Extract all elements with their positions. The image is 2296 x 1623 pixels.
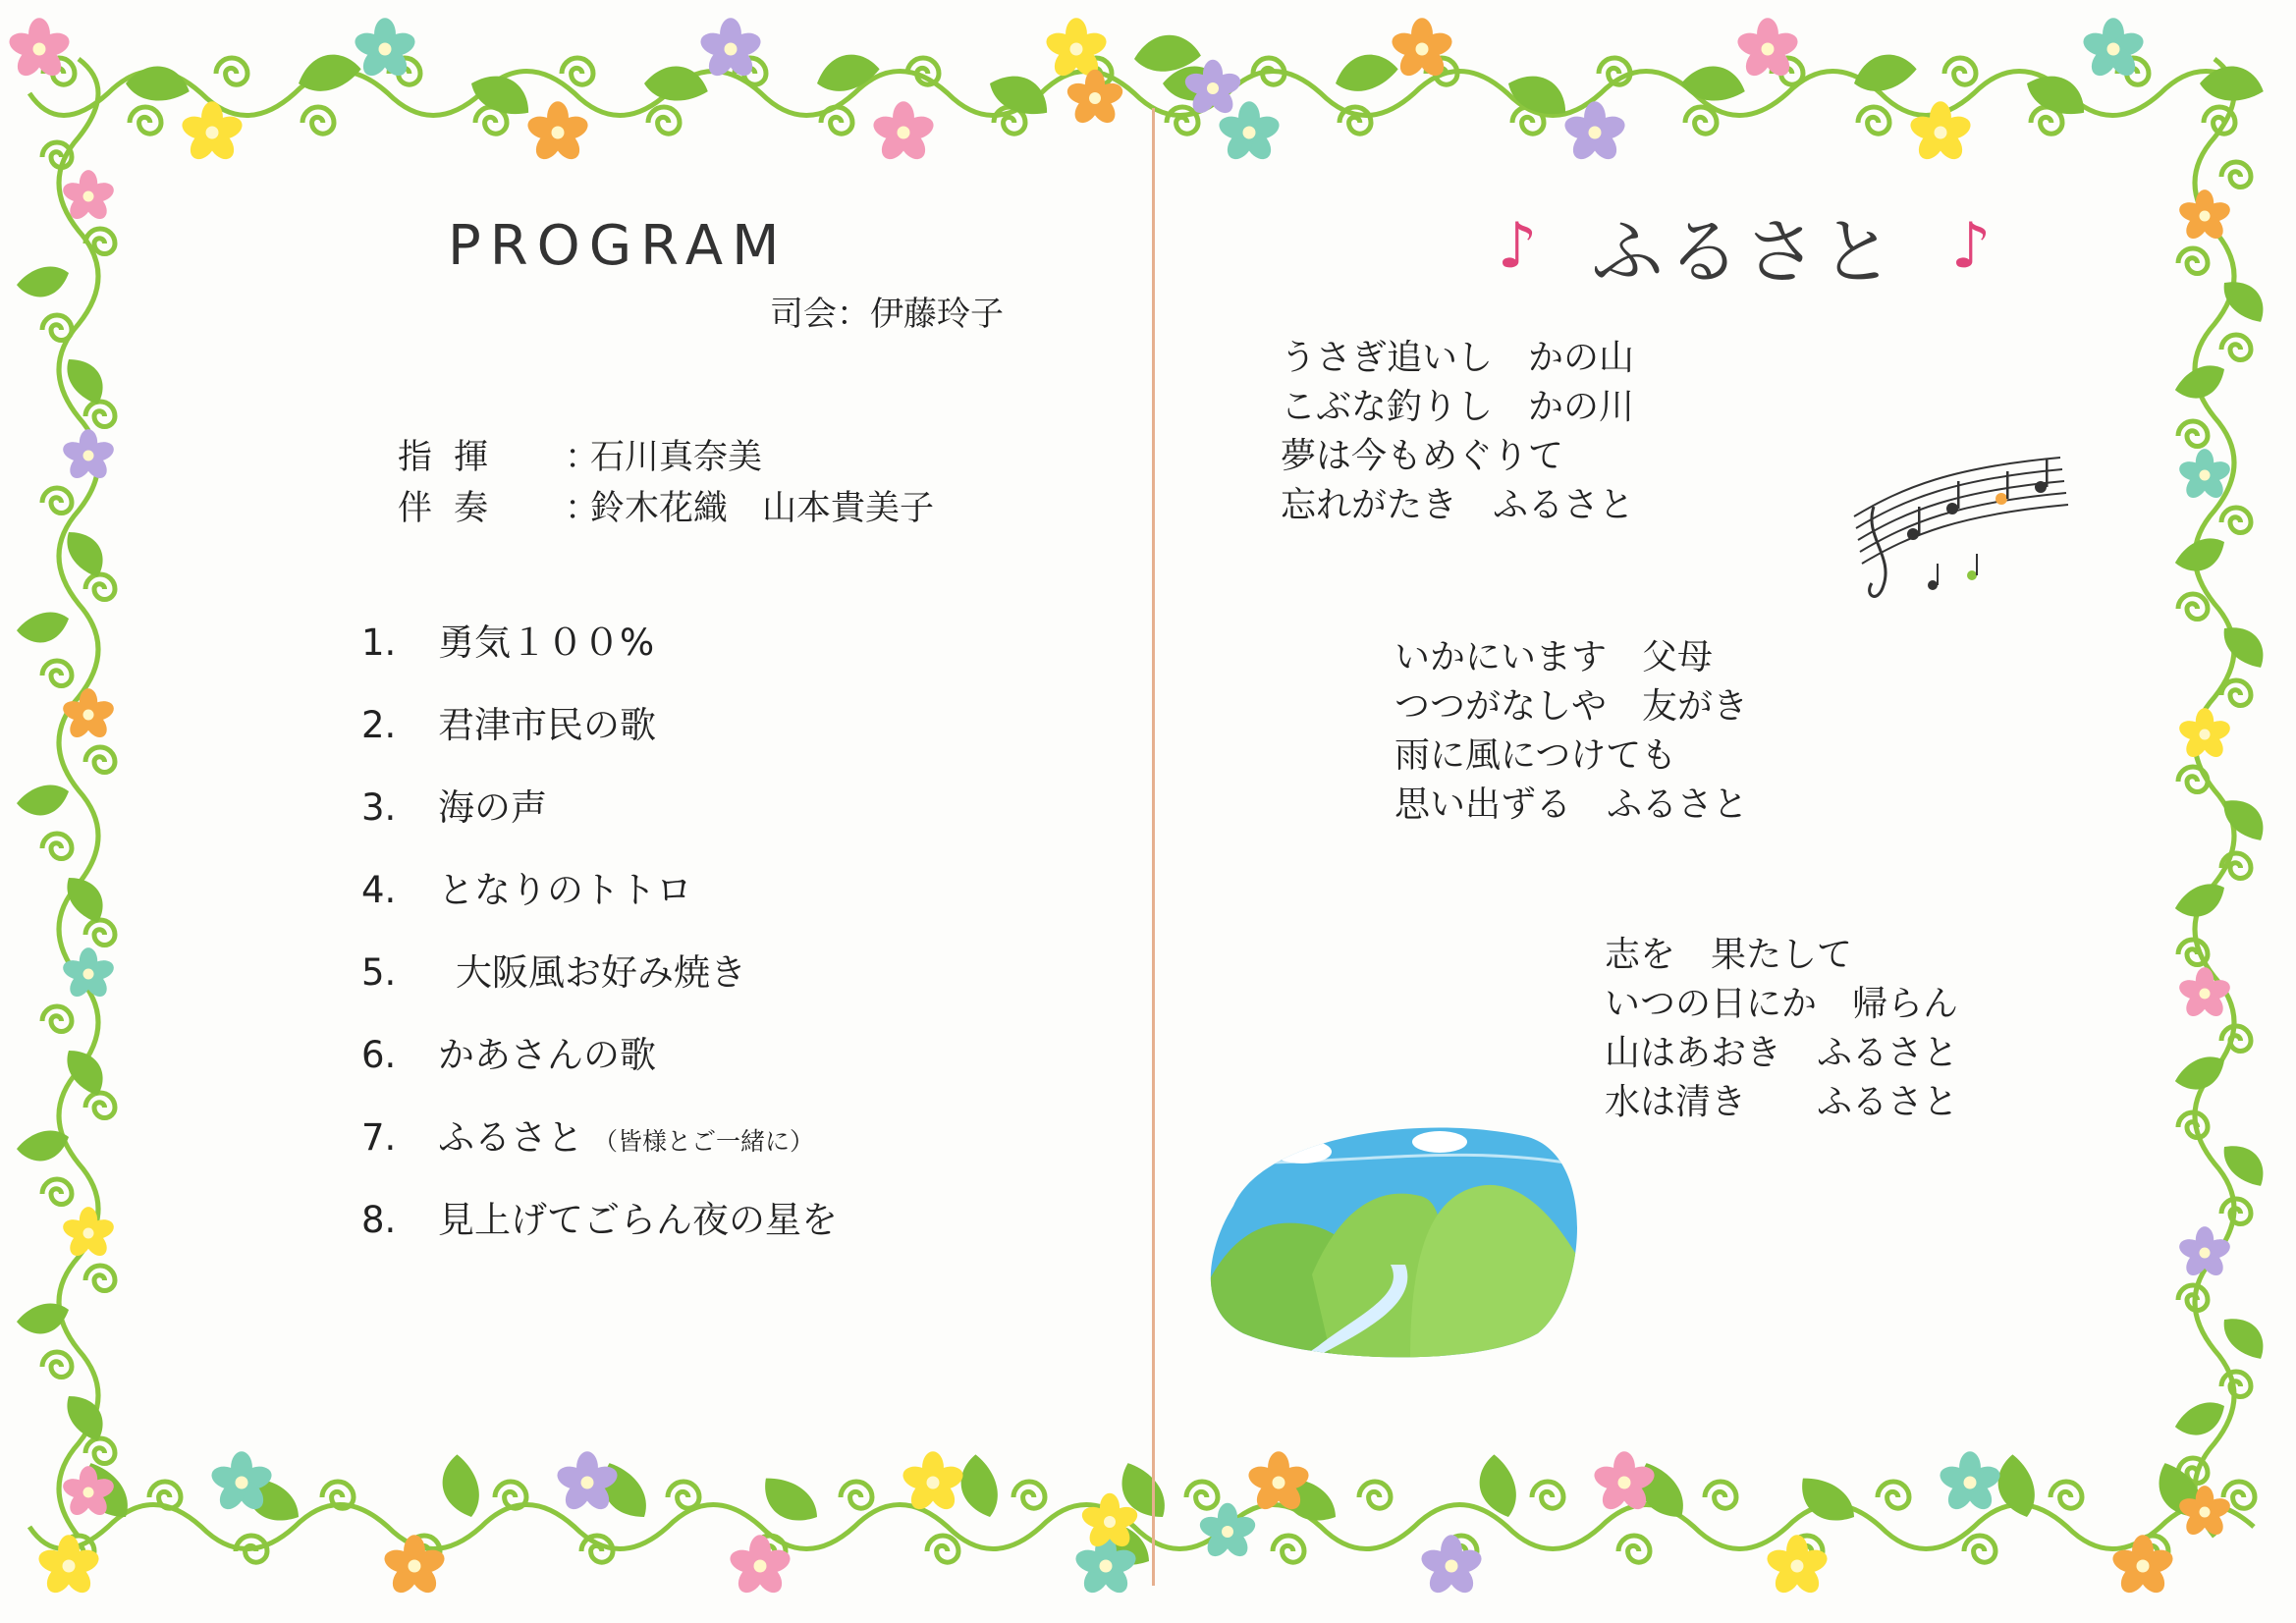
song-number: 1. xyxy=(361,622,397,664)
staff-role: 指揮 xyxy=(398,438,511,477)
lyric-line: 夢は今もめぐりて xyxy=(1281,436,1564,476)
verse-3 xyxy=(1605,931,1958,1127)
song-title: 見上げてごらん夜の星を xyxy=(438,1199,838,1241)
hometown-landscape-illustration xyxy=(1194,1117,1587,1359)
song-title: 勇気１００% xyxy=(438,622,655,664)
accompanist-row xyxy=(398,483,934,534)
lyric-line: 志を 果たして xyxy=(1605,935,1853,975)
song-number: 4. xyxy=(361,869,397,911)
song-item xyxy=(361,695,838,778)
song-item xyxy=(361,613,838,695)
song-number: 6. xyxy=(361,1034,397,1076)
staff-role: 伴奏 xyxy=(398,489,511,528)
song-number: 8. xyxy=(361,1199,397,1241)
conductor-row xyxy=(398,432,934,483)
lyric-line: 山はあおき ふるさと xyxy=(1605,1033,1959,1073)
song-list xyxy=(361,613,838,1272)
song-item xyxy=(361,1190,838,1272)
music-staff-illustration xyxy=(1844,448,2074,621)
song-title: 大阪風お好み焼き xyxy=(456,951,746,994)
song-item xyxy=(361,778,838,860)
verse-1 xyxy=(1281,334,1634,530)
music-note-icon: ♪ xyxy=(1497,210,1538,283)
lyrics-header xyxy=(1483,194,2005,298)
song-item xyxy=(361,860,838,943)
song-item xyxy=(361,1108,838,1190)
staff-name: 鈴木花織 山本貴美子 xyxy=(590,489,935,528)
song-title: 海の声 xyxy=(438,786,547,829)
song-title: かあさんの歌 xyxy=(438,1034,656,1076)
song-number: 3. xyxy=(361,786,397,829)
song-title: となりのトトロ xyxy=(438,869,692,911)
music-note-icon: ♪ xyxy=(1950,210,1992,283)
lyric-line: いつの日にか 帰らん xyxy=(1605,984,1959,1024)
program-title: PROGRAM xyxy=(448,214,789,278)
lyric-line: 雨に風につけても xyxy=(1394,735,1677,776)
colon: ： xyxy=(565,489,600,528)
song-number: 5. xyxy=(361,951,397,994)
lyric-line: うさぎ追いし かの山 xyxy=(1281,338,1635,378)
verse-2 xyxy=(1394,633,1748,830)
lyrics-title: ふるさと xyxy=(1591,210,1897,295)
colon: ： xyxy=(565,438,600,477)
song-note: （皆様とご一緒に） xyxy=(593,1127,815,1156)
song-number: 2. xyxy=(361,704,397,746)
staff-credits xyxy=(398,432,934,534)
song-title: ふるさと xyxy=(438,1116,583,1159)
lyric-line: つつがなしや 友がき xyxy=(1394,686,1749,727)
lyric-line: 水は清き ふるさと xyxy=(1605,1082,1959,1122)
song-number: 7. xyxy=(361,1116,397,1159)
staff-name: 石川真奈美 xyxy=(590,438,763,477)
lyric-line: いかにいます 父母 xyxy=(1394,637,1714,677)
emcee-credit: 司会：伊藤玲子 xyxy=(770,295,1004,334)
song-title: 君津市民の歌 xyxy=(438,704,656,746)
lyric-line: 思い出ずる ふるさと xyxy=(1394,784,1749,825)
song-item xyxy=(361,1025,838,1108)
lyric-line: こぶな釣りし かの川 xyxy=(1281,387,1635,427)
lyric-line: 忘れがたき ふるさと xyxy=(1281,485,1635,525)
song-item xyxy=(361,943,838,1025)
